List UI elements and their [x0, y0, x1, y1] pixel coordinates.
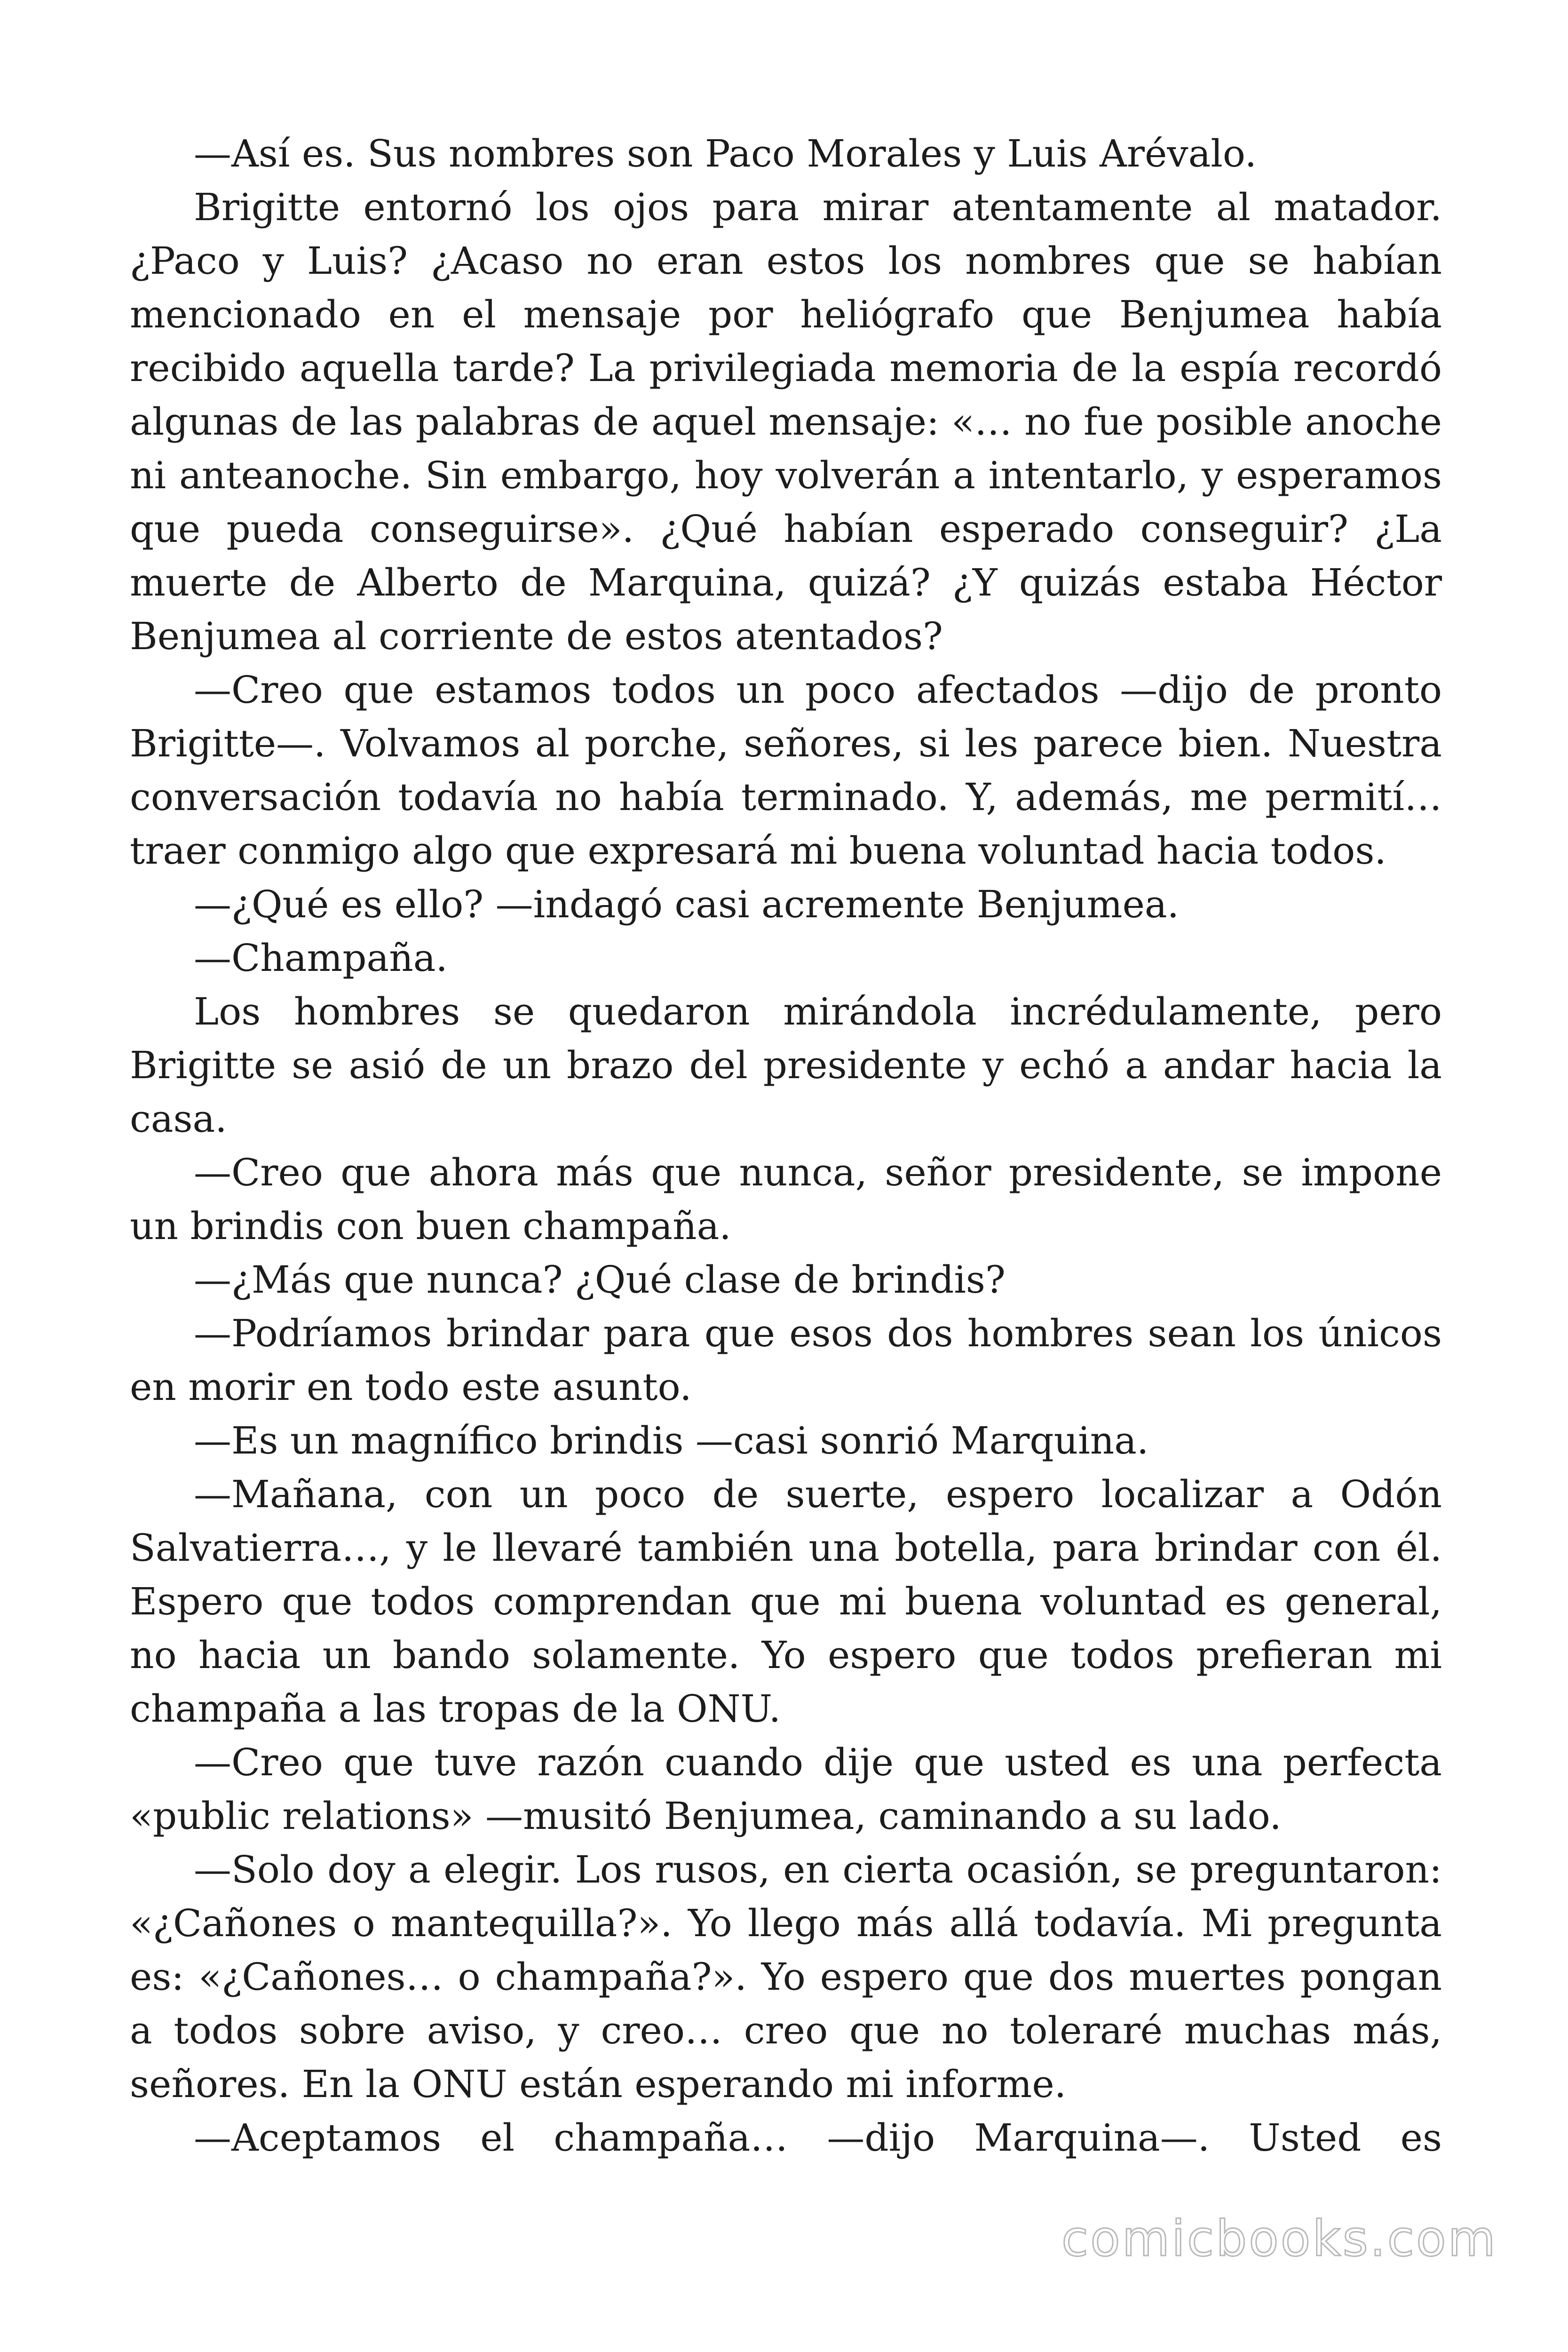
- paragraph: Brigitte entornó los ojos para mirar atentamente al matador. ¿Paco y Luis? ¿Acaso no eran estos los nombres que se habían mencionado en el mensaje por heliógrafo que Benjumea había recibido aquella tarde? La privilegiada memoria de la espía recordó algunas de las palabras de aquel mensaje: «… no fue posible anoche ni anteanoche. Sin embargo, hoy volverán a intentarlo, y esperamos que pueda conseguirse». ¿Qué habían esperado conseguir? ¿La muerte de Alberto de Marquina, quizá? ¿Y quizás estaba Héctor Benjumea al corriente de estos atentados?: [130, 185, 1442, 658]
- paragraph: —Mañana, con un poco de suerte, espero localizar a Odón Salvatierra…, y le llevaré también una botella, para brindar con él. Espero que todos comprendan que mi buena voluntad es general, no hacia un bando solamente. Yo espero que todos prefieran mi champaña a las tropas de la ONU.: [130, 1472, 1442, 1731]
- paragraph: —Así es. Sus nombres son Paco Morales y Luis Arévalo.: [194, 132, 1257, 175]
- paragraph: —Creo que ahora más que nunca, señor presidente, se impone un brindis con buen champaña.: [130, 1151, 1442, 1248]
- paragraph: —Podríamos brindar para que esos dos hombres sean los únicos en morir en todo este asunto.: [130, 1311, 1442, 1409]
- paragraph: —Es un magnífico brindis —casi sonrió Marquina.: [194, 1419, 1149, 1462]
- watermark: comicbooks.com: [1061, 2210, 1497, 2267]
- paragraph: Los hombres se quedaron mirándola incrédulamente, pero Brigitte se asió de un brazo del presidente y echó a andar hacia la casa.: [130, 990, 1442, 1141]
- paragraph: —Creo que estamos todos un poco afectados —dijo de pronto Brigitte—. Volvamos al porche, señores, si les parece bien. Nuestra conversación todavía no había terminado. Y, además, me permití… traer conmigo algo que expresará mi buena voluntad hacia todos.: [130, 668, 1442, 873]
- paragraph-continued: —Aceptamos el champaña… —dijo Marquina—. Usted es: [194, 2116, 1442, 2160]
- paragraph: —¿Qué es ello? —indagó casi acremente Benjumea.: [194, 882, 1180, 926]
- paragraph: —Creo que tuve razón cuando dije que usted es una perfecta «public relations» —musitó Benjumea, caminando a su lado.: [130, 1740, 1442, 1838]
- paragraph: —Solo doy a elegir. Los rusos, en cierta ocasión, se preguntaron: «¿Cañones o mantequilla?». Yo llego más allá todavía. Mi pregunta es: «¿Cañones… o champaña?». Yo espero que dos muertes pongan a todos sobre aviso, y creo… creo que no toleraré muchas más, señores. En la ONU están esperando mi informe.: [130, 1848, 1442, 2106]
- page-body: [130, 127, 1442, 2165]
- paragraph: —Champaña.: [194, 936, 448, 980]
- paragraph: —¿Más que nunca? ¿Qué clase de brindis?: [194, 1258, 1006, 1302]
